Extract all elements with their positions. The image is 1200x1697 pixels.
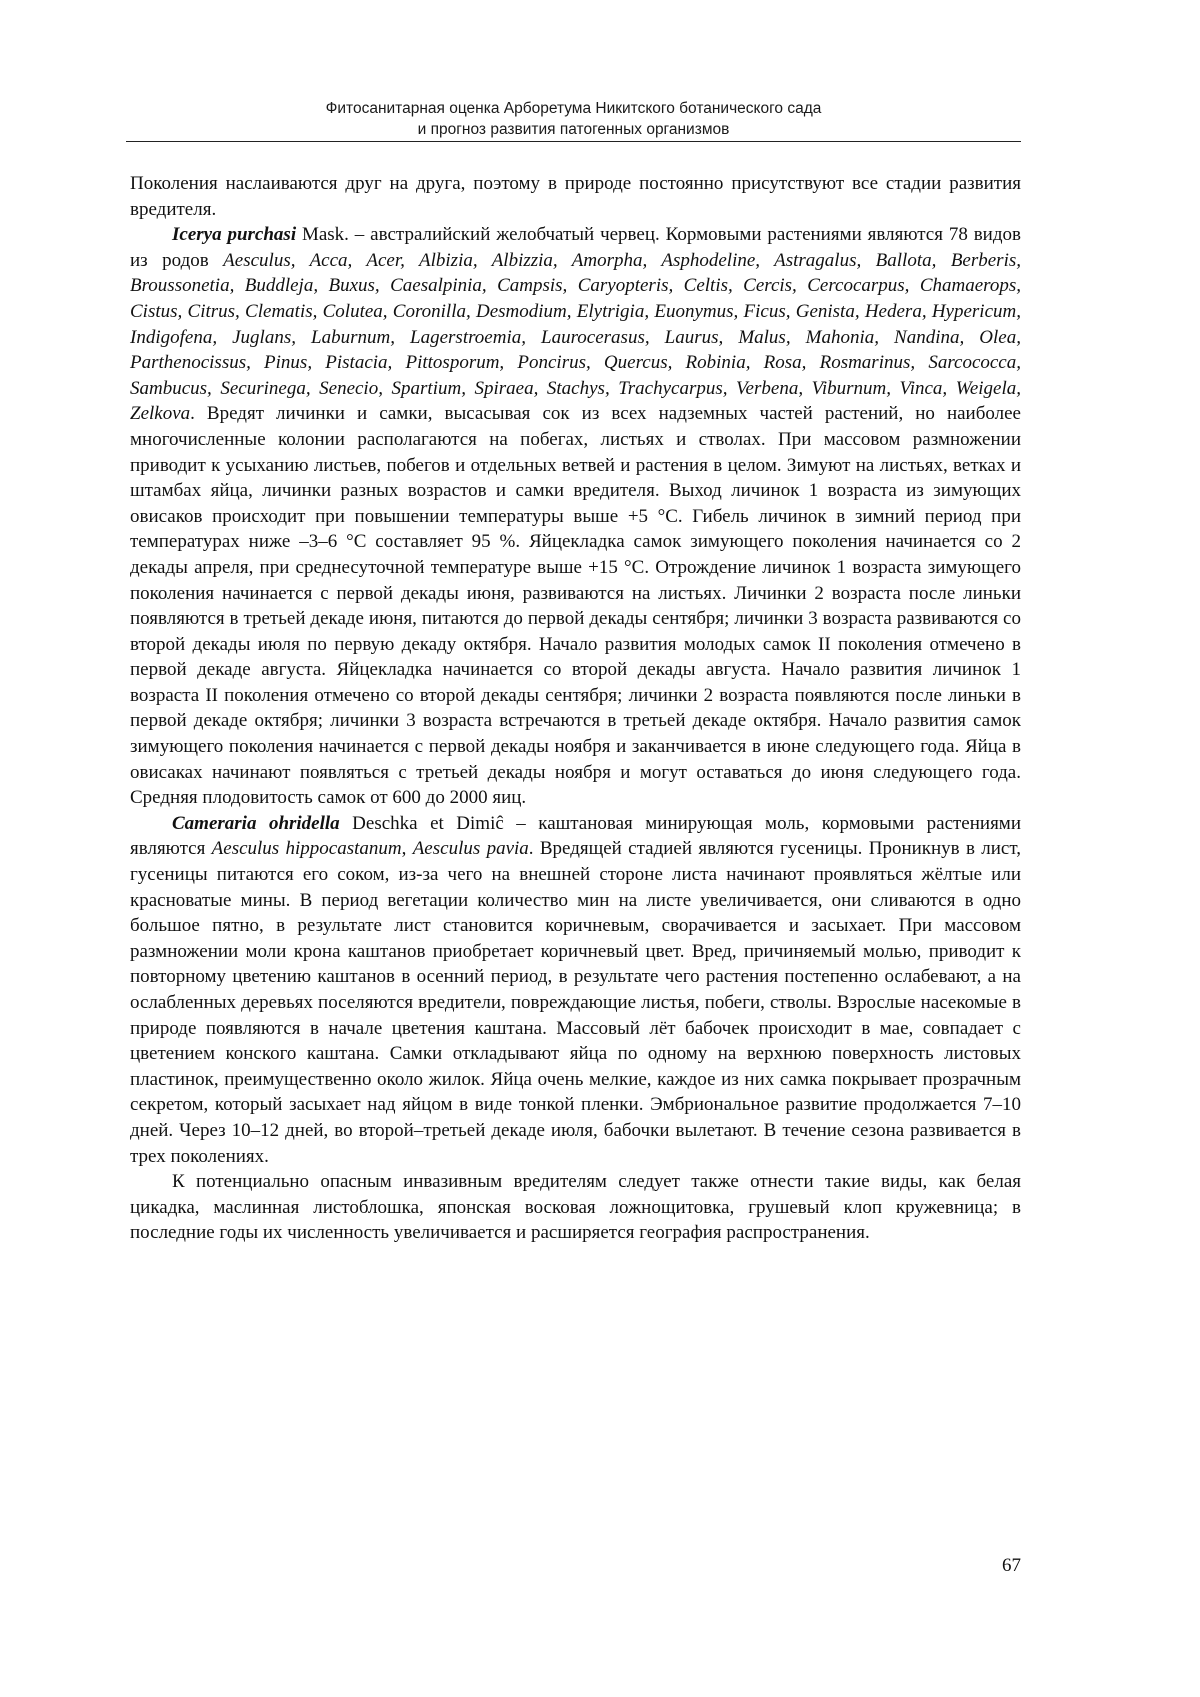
paragraph-icerya-purchasi: [130, 222, 1021, 811]
header-divider: [126, 141, 1021, 142]
cameraria-host-separator: ,: [401, 838, 413, 860]
running-header: [126, 98, 1021, 140]
running-header-line-2: и прогноз развития патогенных организмов: [417, 121, 730, 138]
page-number: 67: [1002, 1555, 1021, 1576]
cameraria-description: . Вредящей стадией являются гусеницы. Проникнув в лист, гусеницы питаются его соком, из-за чего на внешней стороне листа начинают проявляться жёлтые или красноватые мины. В период вегетации количество мин на листе увеличивается, они сливаются в одно большое пятно, в результате лист становится коричневым, сворачивается и засыхает. При массовом размножении моли крона каштанов приобретает коричневый цвет. Вред, причиняемый молью, приводит к повторному цветению каштанов в осенний период, в результате чего растения постепенно ослабевают, а на ослабленных деревьях поселяются вредители, повреждающие листья, побеги, стволы. Взрослые насекомые в природе появляются в начале цветения каштана. Массовый лёт бабочек происходит в мае, совпадает с цветением конского каштана. Самки откладывают яйца по одному на верхнюю поверхность листовых пластинок, преимущественно около жилок. Яйца очень мелкие, каждое из них самка покрывает прозрачным секретом, который засыхает над яйцом в виде тонкой пленки. Эмбриональное развитие продолжается 7–10 дней. Через 10–12 дней, во второй–третьей декаде июля, бабочки вылетают. В течение сезона развивается в трех поколениях.: [130, 838, 1021, 1167]
icerya-description: . Вредят личинки и самки, высасывая сок из всех надземных частей растений, но наиболее многочисленные колонии располагаются на побегах, листьях и стволах. При массовом размножении приводит к усыханию листьев, побегов и отдельных ветвей и растения в целом. Зимуют на листьях, ветках и штамбах яйца, личинки разных возрастов и самки вредителя. Выход личинок 1 возраста из зимующих овисаков происходит при повышении температуры выше +5 °С. Гибель личинок в зимний период при температурах ниже –3–6 °С составляет 95 %. Яйцекладка самок зимующего поколения начинается со 2 декады апреля, при среднесуточной температуре выше +15 °С. Отрождение личинок 1 возраста зимующего поколения начинается с первой декады июня, развиваются на листьях. Личинки 2 возраста после линьки появляются в третьей декаде июня, питаются до первой декады сентября; личинки 3 возраста развиваются со второй декады июля по первую декаду октября. Начало развития молодых самок II поколения отмечено в первой декаде августа. Яйцекладка начинается со второй декады августа. Начало развития личинок 1 возраста II поколения отмечено со второй декады сентября; личинки 2 возраста появляются после линьки в первой декаде октября; личинки 3 возраста встречаются в третьей декаде октября. Начало развития самок зимующего поколения начинается с первой декады ноября и заканчивается в июне следующего года. Яйца в овисаках начинают появляться с третьей декады ноября и могут оставаться до июня следующего года. Средняя плодовитость самок от 600 до 2000 яиц.: [130, 403, 1021, 809]
paragraph-invasive-pests: К потенциально опасным инвазивным вредителям следует также отнести такие виды, как белая цикадка, маслинная листоблошка, японская восковая ложнощитовка, грушевый клоп кружевница; в последние годы их численность увеличивается и расширяется география распространения.: [130, 1171, 1021, 1244]
cameraria-host-2: Aesculus pavia: [412, 838, 529, 860]
icerya-host-genera: Aesculus, Acca, Acer, Albizia, Albizzia, Amorpha, Asphodeline, Astragalus, Ballota, Berberis, Broussonetia, Buddleja, Buxus, Caesalpinia, Campsis, Caryopteris, Celtis, Cercis, Cercocarpus, Chamaerops, Cistus, Citrus, Clematis, Colutea, Coronilla, Desmodium, Elytrigia, Euonymus, Ficus, Genista, Hedera, Hypericum, Indigofena, Juglans, Laburnum, Lagerstroemia, Laurocerasus, Laurus, Malus, Mahonia, Nandina, Olea, Parthenocissus, Pinus, Pistacia, Pittosporum, Poncirus, Quercus, Robinia, Rosa, Rosmarinus, Sarcococca, Sambucus, Securinega, Senecio, Spartium, Spiraea, Stachys, Trachycarpus, Verbena, Viburnum, Vinca, Weigela, Zelkova: [130, 249, 1022, 425]
running-header-line-1: Фитосанитарная оценка Арборетума Никитского ботанического сада: [325, 100, 822, 117]
cameraria-intro: Deschka et Dimiĉ – каштановая минирующая моль, кормовыми растениями являются: [130, 812, 1021, 860]
paragraph-continuation: Поколения наслаиваются друг на друга, поэтому в природе постоянно присутствуют все стадии развития вредителя.: [130, 173, 1021, 220]
body-text: [130, 171, 1021, 1246]
species-name-icerya: Icerya purchasi: [172, 224, 297, 246]
species-name-cameraria: Cameraria ohridella: [172, 812, 340, 834]
paragraph-cameraria-ohridella: [130, 811, 1021, 1169]
icerya-intro: Mask. – австралийский желобчатый червец. Кормовыми растениями являются 78 видов из родов: [130, 224, 1021, 271]
cameraria-host-1: Aesculus hippocastanum: [211, 838, 402, 860]
